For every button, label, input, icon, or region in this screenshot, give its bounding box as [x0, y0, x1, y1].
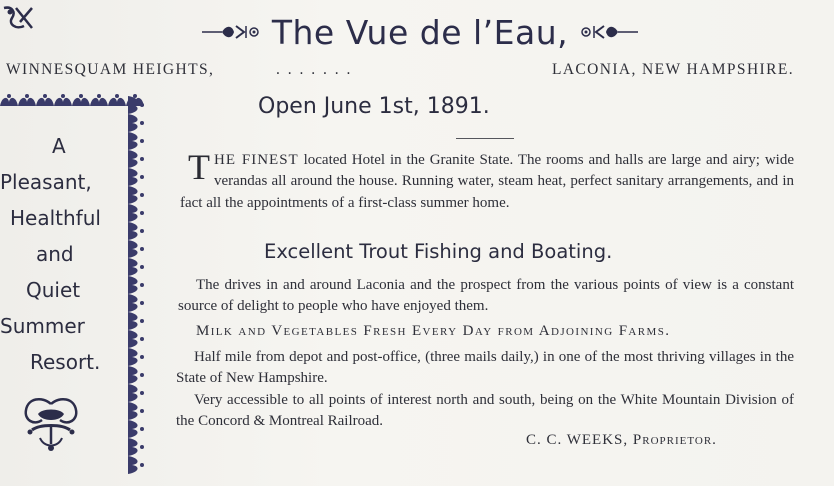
slogan-line: Resort. [30, 350, 101, 374]
proprietor-signature [526, 432, 717, 449]
proprietor-name: C. C. WEEKS, [526, 432, 629, 448]
bottom-flourish-ornament-icon [20, 396, 82, 456]
location-right: LACONIA, NEW HAMPSHIRE. [551, 61, 794, 78]
drives-paragraph: The drives in and around Laconia and the prospect from the various points of view is a constant source of delight to people who have enjoyed them. [178, 277, 794, 315]
slogan-line: Summer [0, 314, 85, 338]
title-row [140, 10, 700, 54]
produce-line: Milk and Vegetables Fresh Every Day from Adjoining Farms. [196, 323, 671, 339]
opening-date-heading: Open June 1st, 1891. [258, 94, 490, 119]
location-dot-leader: . . . . . . . [276, 61, 353, 78]
access-paragraph: Very accessible to all points of interest north and south, being on the White Mountain Division of the Concord & Montreal Railroad. [176, 392, 794, 430]
divider-rule [456, 138, 514, 139]
slogan-line: Pleasant, [0, 170, 92, 194]
slogan-line: Quiet [26, 278, 81, 302]
drop-cap: T [188, 147, 210, 187]
left-scroll-ornament-icon [202, 22, 264, 42]
right-scroll-ornament-icon [576, 22, 638, 42]
depot-paragraph: Half mile from depot and post-office, (three mails daily,) in one of the most thriving villages in the State of New Hampshire. [176, 349, 794, 387]
location-left: WINNESQUAM HEIGHTS, [6, 61, 215, 78]
corner-ornament-icon [2, 4, 36, 34]
slogan-line: A [52, 134, 66, 158]
sidebar-right-border-ornament [126, 96, 148, 486]
slogan-line: Healthful [10, 206, 101, 230]
intro-text: located Hotel in the Granite State. The rooms and halls are large and airy; wide verandas all around the house. Running water, steam heat, perfect sanitary arrangements, and in fact all the appointments of a first-class summer home. [180, 152, 794, 211]
hotel-title: The Vue de l’Eau, [271, 12, 569, 52]
slogan-line: and [36, 242, 74, 266]
intro-lead: HE FINEST [214, 152, 299, 168]
fishing-heading: Excellent Trout Fishing and Boating. [264, 240, 613, 263]
intro-paragraph [180, 147, 794, 214]
location-line [6, 61, 794, 81]
proprietor-role: Proprietor. [632, 432, 717, 448]
